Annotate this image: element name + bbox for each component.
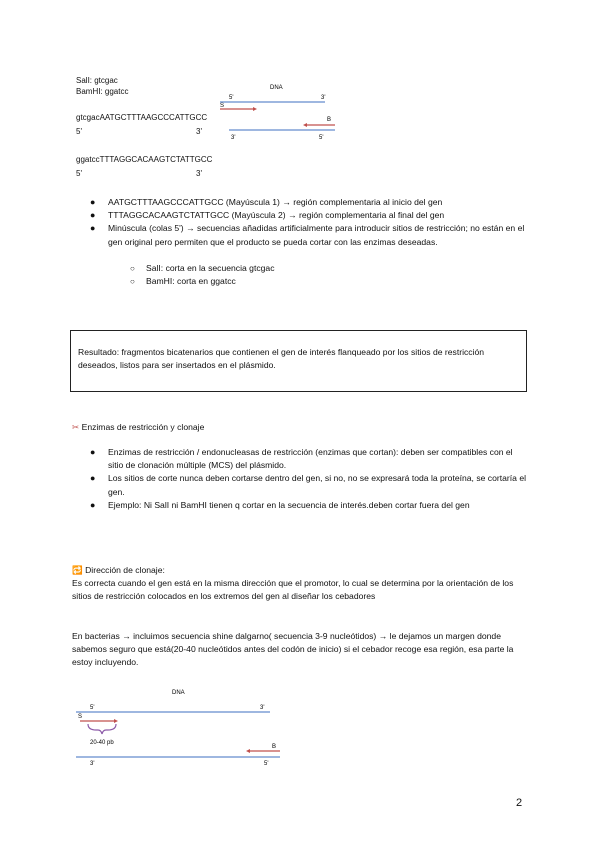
b-primer-label: B — [272, 744, 277, 750]
list-item: ● TTTAGGCACAAGTCTATTGCC (Mayúscula 2) → región complementaria al final del gen — [90, 210, 445, 221]
repeat-icon: 🔁 — [72, 565, 83, 575]
list-item: ○ BamHI: corta en ggatcc — [130, 276, 236, 287]
scissors-icon: ✂ — [72, 422, 80, 432]
dna-diagram-bottom — [72, 684, 282, 770]
direction-heading: 🔁 Dirección de clonaje: — [72, 565, 165, 575]
list-item: ● Enzimas de restricción / endonucleasas de restricción (enzimas que cortan): deben ser compatibles con el sitio de clonación múltiple (MCS) del plásmido. — [90, 447, 513, 471]
bottom-5-label: 5' — [264, 761, 269, 767]
list-item: ● Minúscula (colas 5') → secuencias añadidas artificialmente para introducir sitios de restricción; no están en el gen original pero permiten que el producto se pueda cortar con las enzimas deseadas. — [90, 223, 525, 247]
top-5-label: 5' — [229, 95, 234, 101]
result-text: Resultado: fragmentos bicatenarios que contienen el gen de interés flanqueado por los sitios de restricción deseados, listos para ser insertados en el plásmido. — [78, 347, 485, 371]
enzyme-sub-list — [130, 262, 526, 288]
margin-brace — [88, 724, 116, 734]
primer-reverse-3-label: 3' — [196, 169, 202, 178]
bam-site-note: BamHI: ggatcc — [76, 87, 129, 96]
dna-title-label: DNA — [270, 85, 283, 91]
page-number: 2 — [516, 797, 523, 809]
primer-forward-seq: gtcgacAATGCTTTAAGCCCATTGCC — [76, 113, 208, 122]
top-3-label: 3' — [321, 95, 326, 101]
s-primer-label: S — [220, 103, 225, 109]
bottom-3-label: 3' — [90, 761, 95, 767]
bottom-5-label: 5' — [319, 135, 324, 141]
b-primer-arrowhead — [246, 749, 250, 753]
margin-brace-label: 20-40 pb — [90, 740, 114, 746]
primer-reverse-seq: ggatccTTTAGGCACAAGTCTATTGCC — [76, 155, 213, 164]
b-primer-arrowhead — [303, 123, 307, 127]
list-item: ● Ejemplo: Ni SalI ni BamHI tienen q cortar en la secuencia de interés.deben cortar fuera del gen — [90, 499, 470, 510]
direction-text: Es correcta cuando el gen está en la misma dirección que el promotor, lo cual se determina por la orientación de los sitios de restricción colocados en los extremos del gen al diseñar los cebadores — [72, 578, 514, 602]
bottom-3-label: 3' — [231, 135, 236, 141]
list-item: ● AATGCTTTAAGCCCATTGCC (Mayúscula 1) → región complementaria al inicio del gen — [90, 197, 443, 207]
enzymes-heading: ✂ Enzimas de restricción y clonaje — [72, 422, 205, 432]
s-primer-arrowhead — [253, 107, 257, 111]
dna-diagram-top — [215, 78, 345, 144]
s-primer-arrowhead — [114, 719, 118, 723]
sal-site-note: SalI: gtcgac — [76, 76, 118, 85]
enzymes-list — [90, 446, 528, 512]
top-5-label: 5' — [90, 705, 95, 711]
bacteria-text: En bacterias → incluimos secuencia shine dalgarno( secuencia 3-9 nucleótidos) → le dejamos un margen donde sabemos seguro que está(20-40 nucleótidos antes del codón de inicio) si el cebador recoge esa región, esa parte la estoy incluyendo. — [72, 631, 514, 668]
primer-forward-3-label: 3' — [196, 127, 202, 136]
s-primer-label: S — [78, 714, 83, 720]
top-3-label: 3' — [260, 705, 265, 711]
result-box — [70, 330, 527, 392]
primer-forward-5-label: 5' — [76, 127, 82, 136]
list-item: ○ SalI: corta en la secuencia gtcgac — [130, 263, 275, 273]
primer-bullet-list — [90, 196, 528, 249]
primer-reverse-5-label: 5' — [76, 169, 82, 178]
b-primer-label: B — [327, 117, 332, 123]
dna-title-label: DNA — [172, 690, 185, 696]
list-item: ● Los sitios de corte nunca deben cortarse dentro del gen, si no, no se expresará toda la proteína, se cortaría el gen. — [90, 473, 527, 497]
